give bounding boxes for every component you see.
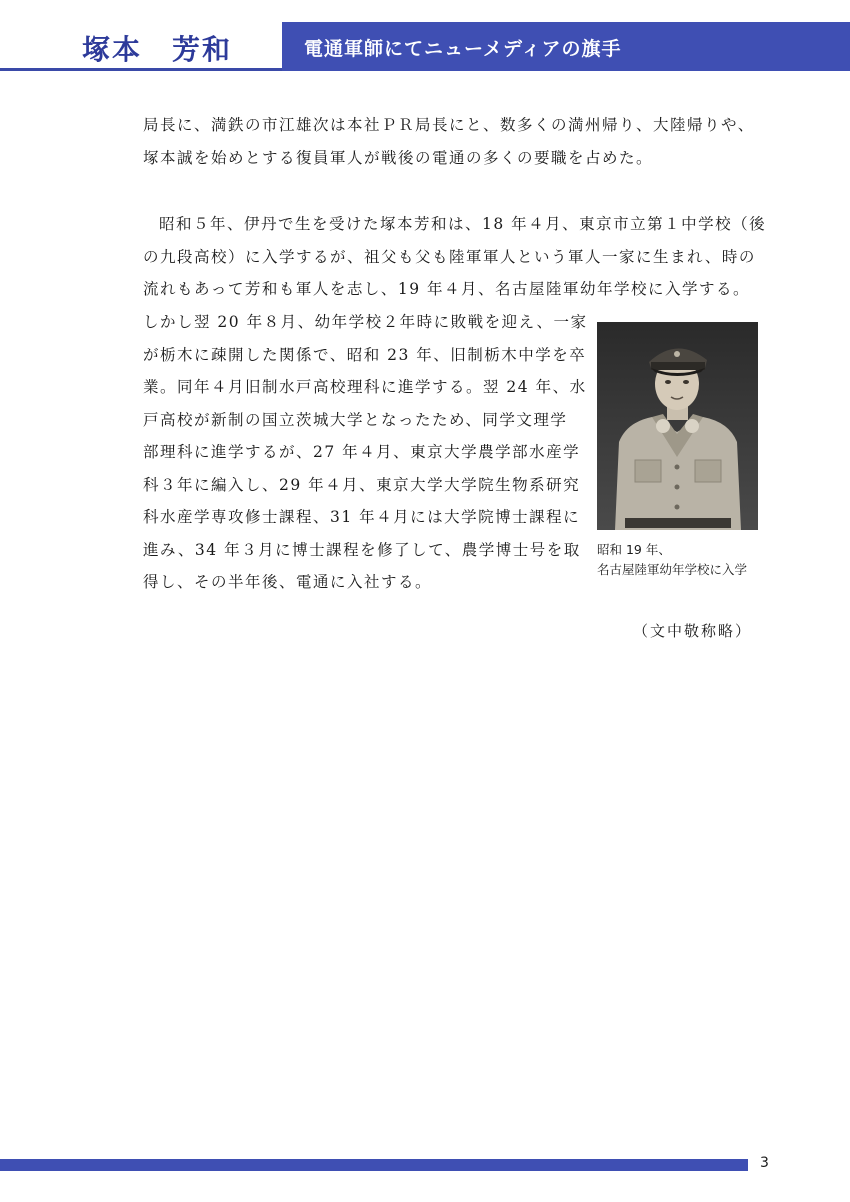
text-line: 得し、その半年後、電通に入社する。 (143, 573, 433, 591)
text-line: 科水産学専攻修士課程、31 年４月には大学院博士課程に (143, 508, 581, 526)
text-line: 昭和５年、伊丹で生を受けた塚本芳和は、18 年４月、東京市立第１中学校（後 (159, 215, 767, 233)
header-name-box (0, 22, 282, 71)
paragraph-1 (143, 109, 755, 174)
text-line: 塚本誠を始めとする復員軍人が戦後の電通の多くの要職を占めた。 (143, 148, 654, 167)
text-line: 局長に、満鉄の市江雄次は本社ＰＲ局長にと、数多くの満州帰り、大陸帰りや、 (143, 116, 755, 134)
text-line: 戸高校が新制の国立茨城大学となったため、同学文理学 (143, 410, 568, 429)
text-line: 業。同年４月旧制水戸高校理科に進学する。翌 24 年、水 (143, 378, 587, 396)
text-line: しかし翌 20 年８月、幼年学校２年時に敗戦を迎え、一家 (143, 313, 588, 331)
footer-bar (0, 1159, 748, 1171)
portrait-illustration (597, 322, 758, 530)
header-title-bar (282, 22, 850, 71)
text-line: が栃木に疎開した関係で、昭和 23 年、旧制栃木中学を卒 (143, 345, 587, 364)
text-line: の九段高校）に入学するが、祖父も父も陸軍軍人という軍人一家に生まれ、時の (143, 247, 756, 266)
text-line: 進み、34 年３月に博士課程を修了して、農学博士号を取 (143, 540, 581, 559)
text-line: 部理科に進学するが、27 年４月、東京大学農学部水産学 (143, 443, 581, 461)
honorifics-note: （文中敬称略） (633, 622, 753, 640)
caption-line: 昭和 19 年、 (597, 542, 671, 557)
portrait-photo (597, 322, 758, 530)
photo-caption (597, 540, 747, 580)
author-name: 塚本 芳和 (82, 33, 233, 66)
paragraph-3 (143, 306, 588, 599)
text-line: 流れもあって芳和も軍人を志し、19 年４月、名古屋陸軍幼年学校に入学する。 (143, 280, 750, 298)
paragraph-2 (143, 208, 766, 306)
caption-line: 名古屋陸軍幼年学校に入学 (597, 562, 748, 577)
text-line: 科３年に編入し、29 年４月、東京大学大学院生物系研究 (143, 475, 581, 494)
page-number: 3 (760, 1155, 769, 1171)
chapter-title: 電通軍師にてニューメディアの旗手 (304, 38, 622, 60)
page-header (0, 22, 850, 70)
